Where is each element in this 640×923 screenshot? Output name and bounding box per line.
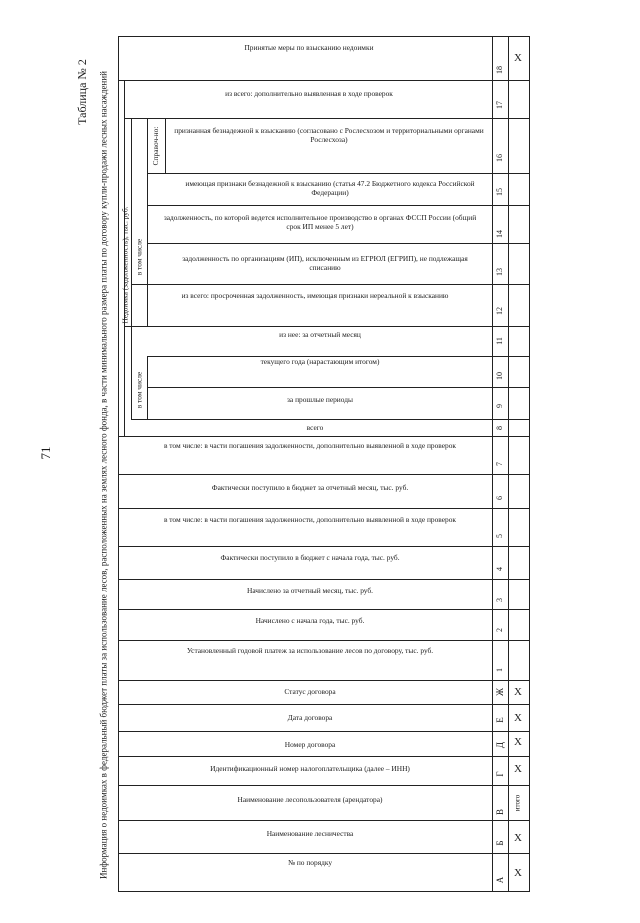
code-a: А bbox=[495, 876, 505, 884]
x-mark-b: Х bbox=[514, 832, 522, 844]
row-8-label: всего bbox=[306, 423, 324, 432]
code-2: 2 bbox=[495, 628, 504, 632]
row-18-label: Принятые меры по взысканию недоимки bbox=[244, 43, 374, 52]
row-zh-label: Статус договора bbox=[284, 687, 336, 696]
itogo-label: итого bbox=[513, 794, 522, 812]
code-13: 13 bbox=[495, 268, 504, 276]
row-11-label: из нее: за отчетный месяц bbox=[279, 330, 361, 339]
code-12: 12 bbox=[495, 307, 504, 315]
row-16-label: признанная безнадежной к взысканию (согласовано с Рослесхозом и территориальными органами Рослесхоза) bbox=[174, 126, 484, 144]
row-4-label: Фактически поступило в бюджет с начала года, тыс. руб. bbox=[220, 553, 400, 562]
x-mark-zh: Х bbox=[514, 686, 522, 698]
row-v-label: Наименование лесопользователя (арендатора) bbox=[237, 795, 383, 804]
in-that-number-group-2: в том числе bbox=[134, 371, 144, 409]
code-v: В bbox=[495, 809, 505, 816]
row-6-label: Фактически поступило в бюджет за отчетный месяц, тыс. руб. bbox=[211, 483, 409, 492]
x-mark-18: Х bbox=[514, 52, 522, 64]
code-16: 16 bbox=[495, 154, 504, 162]
table-caption: Информация о недоимках в федеральный бюджет платы за использование лесов, расположенных на землях лесного фонда, в части минимального размера платы по договору купли-продажи лесных насаждений bbox=[98, 71, 109, 879]
code-g: Г bbox=[495, 771, 505, 777]
row-12-label: из всего: просроченная задолженность, имеющая признаки нереальной к взысканию bbox=[181, 291, 449, 300]
table-number: Таблица № 2 bbox=[75, 59, 89, 125]
code-10: 10 bbox=[495, 372, 504, 380]
code-8: 8 bbox=[495, 426, 504, 430]
code-zh: Ж bbox=[495, 687, 505, 697]
code-17: 17 bbox=[495, 101, 504, 109]
row-9-label: за прошлые периоды bbox=[287, 395, 353, 404]
code-6: 6 bbox=[495, 496, 504, 500]
code-1: 1 bbox=[495, 668, 504, 672]
page-number: 71 bbox=[38, 446, 53, 460]
row-17-label: из всего: дополнительно выявленная в ходе проверок bbox=[225, 89, 393, 98]
row-3-label: Начислено за отчетный месяц, тыс. руб. bbox=[246, 586, 373, 595]
code-b: Б bbox=[495, 840, 505, 846]
code-4: 4 bbox=[495, 567, 504, 571]
row-e-label: Дата договора bbox=[287, 713, 333, 722]
row-13-label: задолженность по организациям (ИП), исключенным из ЕГРЮЛ (ЕГРИП), не подлежащая списанию bbox=[182, 254, 468, 272]
x-mark-e: Х bbox=[514, 712, 522, 724]
row-g-label: Идентификационный номер налогоплательщика (далее – ИНН) bbox=[210, 764, 410, 773]
arrears-header: Недоимка (задолженность), тыс. руб. bbox=[120, 206, 130, 324]
row-2-label: Начислено с начала года, тыс. руб. bbox=[255, 616, 365, 625]
row-5-label: в том числе: в части погашения задолженности, дополнительно выявленной в ходе проверок bbox=[163, 515, 457, 524]
reference-label: Справоч-но: bbox=[151, 126, 160, 166]
row-a-label: № по порядку bbox=[287, 858, 333, 867]
code-14: 14 bbox=[495, 230, 504, 238]
code-18: 18 bbox=[495, 66, 504, 74]
code-d: Д bbox=[495, 741, 505, 749]
code-5: 5 bbox=[495, 534, 504, 538]
code-e: Е bbox=[495, 717, 505, 723]
code-3: 3 bbox=[495, 598, 504, 602]
x-mark-a: Х bbox=[514, 867, 522, 879]
x-mark-d: Х bbox=[514, 736, 522, 748]
code-11: 11 bbox=[495, 337, 504, 345]
row-7-label: в том числе: в части погашения задолженности, дополнительно выявленной в ходе проверок bbox=[163, 441, 457, 450]
code-9: 9 bbox=[495, 404, 504, 408]
row-14-label: задолженность, по которой ведется исполнительное производство в органах ФССП России (общий срок ИП менее 5 лет) bbox=[163, 213, 477, 231]
row-10-label: текущего года (нарастающим итогом) bbox=[260, 357, 380, 366]
row-1-label: Установленный годовой платеж за использование лесов по договору, тыс. руб. bbox=[186, 646, 434, 655]
row-d-label: Номер договора bbox=[284, 740, 336, 749]
row-15-label: имеющая признаки безнадежной к взысканию (статья 47.2 Бюджетного кодекса Российской Федерации) bbox=[185, 179, 475, 197]
code-15: 15 bbox=[495, 188, 504, 196]
row-b-label: Наименование лесничества bbox=[266, 829, 354, 838]
x-mark-g: Х bbox=[514, 763, 522, 775]
code-7: 7 bbox=[495, 462, 504, 466]
in-that-number-group-1: в том числе bbox=[134, 238, 144, 276]
